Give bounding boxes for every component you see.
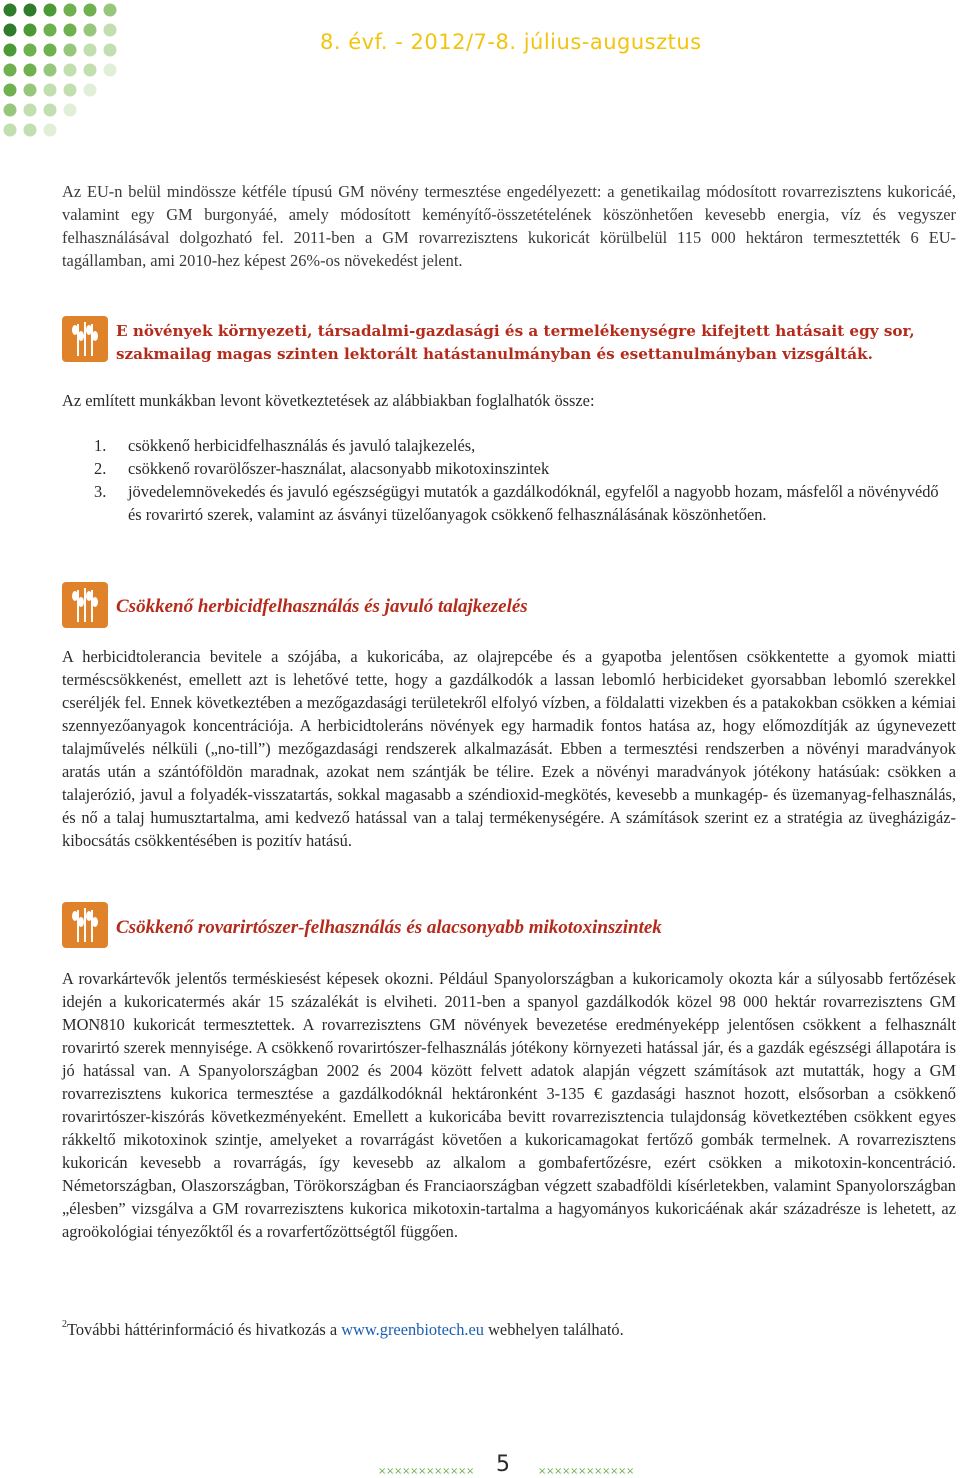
svg-text:×: × [562,1466,571,1476]
footer-ornament-right [538,1464,638,1476]
list-item-number: 3. [94,482,107,501]
section-heading-herbicide: Csökkenő herbicidfelhasználás és javuló talajkezelés [116,596,528,617]
list-item [62,480,956,526]
intro-paragraph: Az EU-n belül mindössze kétféle típusú GM növény termesztése engedélyezett: a genetikailag módosított rovarrezisztens kukoricáé, valamint egy GM burgonyáé, amely módosított keményítő-összetételének köszönhetően kevesebb energia, víz és vegyszer felhasználásával dolgozható fel. 2011-ben a GM rovarrezisztens kukoricát körülbelül 115 000 hektáron termesztették 6 EU-tagállamban, ami 2010-hez képest 26%-os növekedést jelent. [62,182,956,270]
list-item [62,457,956,480]
svg-text:×: × [610,1466,619,1476]
svg-text:×: × [538,1466,547,1476]
issue-header: 8. évf. - 2012/7-8. július-augusztus [320,30,702,54]
list-item-text: csökkenő herbicidfelhasználás és javuló talajkezelés, [128,436,476,455]
list-item-number: 2. [94,459,107,478]
svg-text:×: × [386,1466,395,1476]
svg-text:×: × [458,1466,467,1476]
svg-text:×: × [378,1466,387,1476]
svg-text:×: × [586,1466,595,1476]
footnote-link[interactable]: www.greenbiotech.eu [341,1320,484,1339]
svg-text:×: × [410,1466,419,1476]
svg-text:×: × [578,1466,587,1476]
svg-text:×: × [570,1466,579,1476]
footer-ornament-left [378,1464,478,1476]
svg-text:×: × [426,1466,435,1476]
svg-text:×: × [602,1466,611,1476]
svg-text:×: × [402,1466,411,1476]
section-body-insecticide: A rovarkártevők jelentős terméskiesést képesek okozni. Például Spanyolországban a kukoricamoly okozta kár a súlyosabb fertőzések idején a kukoricatermés akár 15 százalékát is elviheti. 2011-ben a spanyol gazdálkodók közel 98 000 hektár rovarrezisztens GM MON810 kukoricát termesztettek. A rovarrezisztens GM növények bevezetése eredményeképp jelentősen csökkent a felhasznált rovarirtó szerek mennyisége. A csökkenő rovarirtószer-felhasználás jótékony környezeti hatással jár, és a gazdák egészségi állapotára is jó hatással van. A Spanyolországban 2002 és 2004 között felvett adatok alapján végzett számítások azt mutatták, hogy a GM rovarrezisztens kukorica termesztése a gazdálkodóknál hektáronként 3-135 € gazdasági hasznot hozott, elsősorban a csökkenő rovarirtószer-kiszórás következményeként. Emellett a kukoricába bevitt rovarrezisztencia tulajdonság következtében csökkent egyes rákkeltő mikotoxinok szintje, amelyeket a rovarrágást követően a kukoricamagokat fertőző gombák termelnek. A rovarrezisztens kukoricán kevesebb a rovarrágás, így kevesebb az alkalom a gombafertőzésre, ezért csökken a mikotoxin-koncentráció. Németországban, Olaszországban, Törökországban és Franciaországban végzett szabadföldi kísérletekben, valamint Spanyolországban „élesben” vizsgálva a GM rovarrezisztens kukorica mikotoxin-tartalma a hagyományos kukoricáénak akár századrésze is lehetett, az agroökológiai tényezőktől és a rovarfertőzöttségtől függően. [62,969,956,1241]
svg-text:×: × [450,1466,459,1476]
wheat-icon [62,316,108,362]
conclusions-list [62,434,956,526]
svg-text:×: × [442,1466,451,1476]
svg-text:×: × [618,1466,627,1476]
highlight-statement: E növények környezeti, társadalmi-gazdasági és a termelékenységre kifejtett hatásait egy sor, szakmailag magas szinten lektorált hatástanulmányban és esettanulmányban vizsgálták. [116,322,915,363]
footnote-marker: 2 [62,1319,67,1330]
footnote [62,1313,956,1341]
section-heading-insecticide: Csökkenő rovarirtószer-felhasználás és alacsonyabb mikotoxinszintek [116,917,662,938]
wheat-icon [62,902,108,948]
list-item-text: csökkenő rovarölőszer-használat, alacsonyabb mikotoxinszintek [128,459,550,478]
svg-text:×: × [466,1466,475,1476]
svg-text:×: × [554,1466,563,1476]
svg-text:×: × [546,1466,555,1476]
list-item-text: jövedelemnövekedés és javuló egészségügyi mutatók a gazdálkodóknál, egyfelől a nagyobb hozam, másfelől a növényvédő és rovarirtó szerek, valamint az ásványi tüzelőanyagok csökkenő felhasználásának köszönhetően. [128,482,939,524]
list-item [62,434,956,457]
decorative-dot-grid [0,0,140,160]
svg-text:×: × [626,1466,635,1476]
page-number: 5 [496,1452,510,1477]
svg-text:×: × [418,1466,427,1476]
conclusions-intro: Az említett munkákban levont következtetések az alábbiakban foglalhatók össze: [62,391,595,410]
svg-text:×: × [394,1466,403,1476]
svg-text:×: × [594,1466,603,1476]
section-body-herbicide: A herbicidtolerancia bevitele a szójába, a kukoricába, az olajrepcébe és a gyapotba jelentősen csökkentette a gyomok miatti terméscsökkenést, emellett azt is lehetővé tette, hogy a gazdálkodók a lassan lebomló herbicideket gyorsabban lebomló szerekkel cseréljék fel. Ennek következtében a mezőgazdasági területekről elfolyó vízben, a földalatti vizekben és a patakokban csökken a kémiai szennyezőanyagok koncentrációja. A herbicidtoleráns növények egy harmadik fontos hatása az, hogy előmozdítják az úgynevezett talajművelés nélküli („no-till”) mezőgazdasági rendszerek alkalmazását. Ebben a termesztési rendszerben a növényi maradványok aratás után a szántóföldön maradnak, azokat nem szántják be télire. Ezek a növényi maradványok jótékony hatásúak: csökken a talajerózió, javul a folyadék-visszatartás, sokkal magasabb a széndioxid-megkötés, kevesebb a munkagép- és üzemanyag-felhasználás, és nő a talaj humusztartalma, ami kedvező hatással van a talaj termékenységére. A számítások szerint ez a stratégia az üvegházigáz-kibocsátás csökkentésében is pozitív hatású. [62,647,956,850]
svg-text:×: × [434,1466,443,1476]
list-item-number: 1. [94,436,107,455]
footnote-text: További háttérinformáció és hivatkozás a [67,1320,342,1339]
wheat-icon [62,582,108,628]
footnote-text-end: webhelyen található. [483,1320,624,1339]
